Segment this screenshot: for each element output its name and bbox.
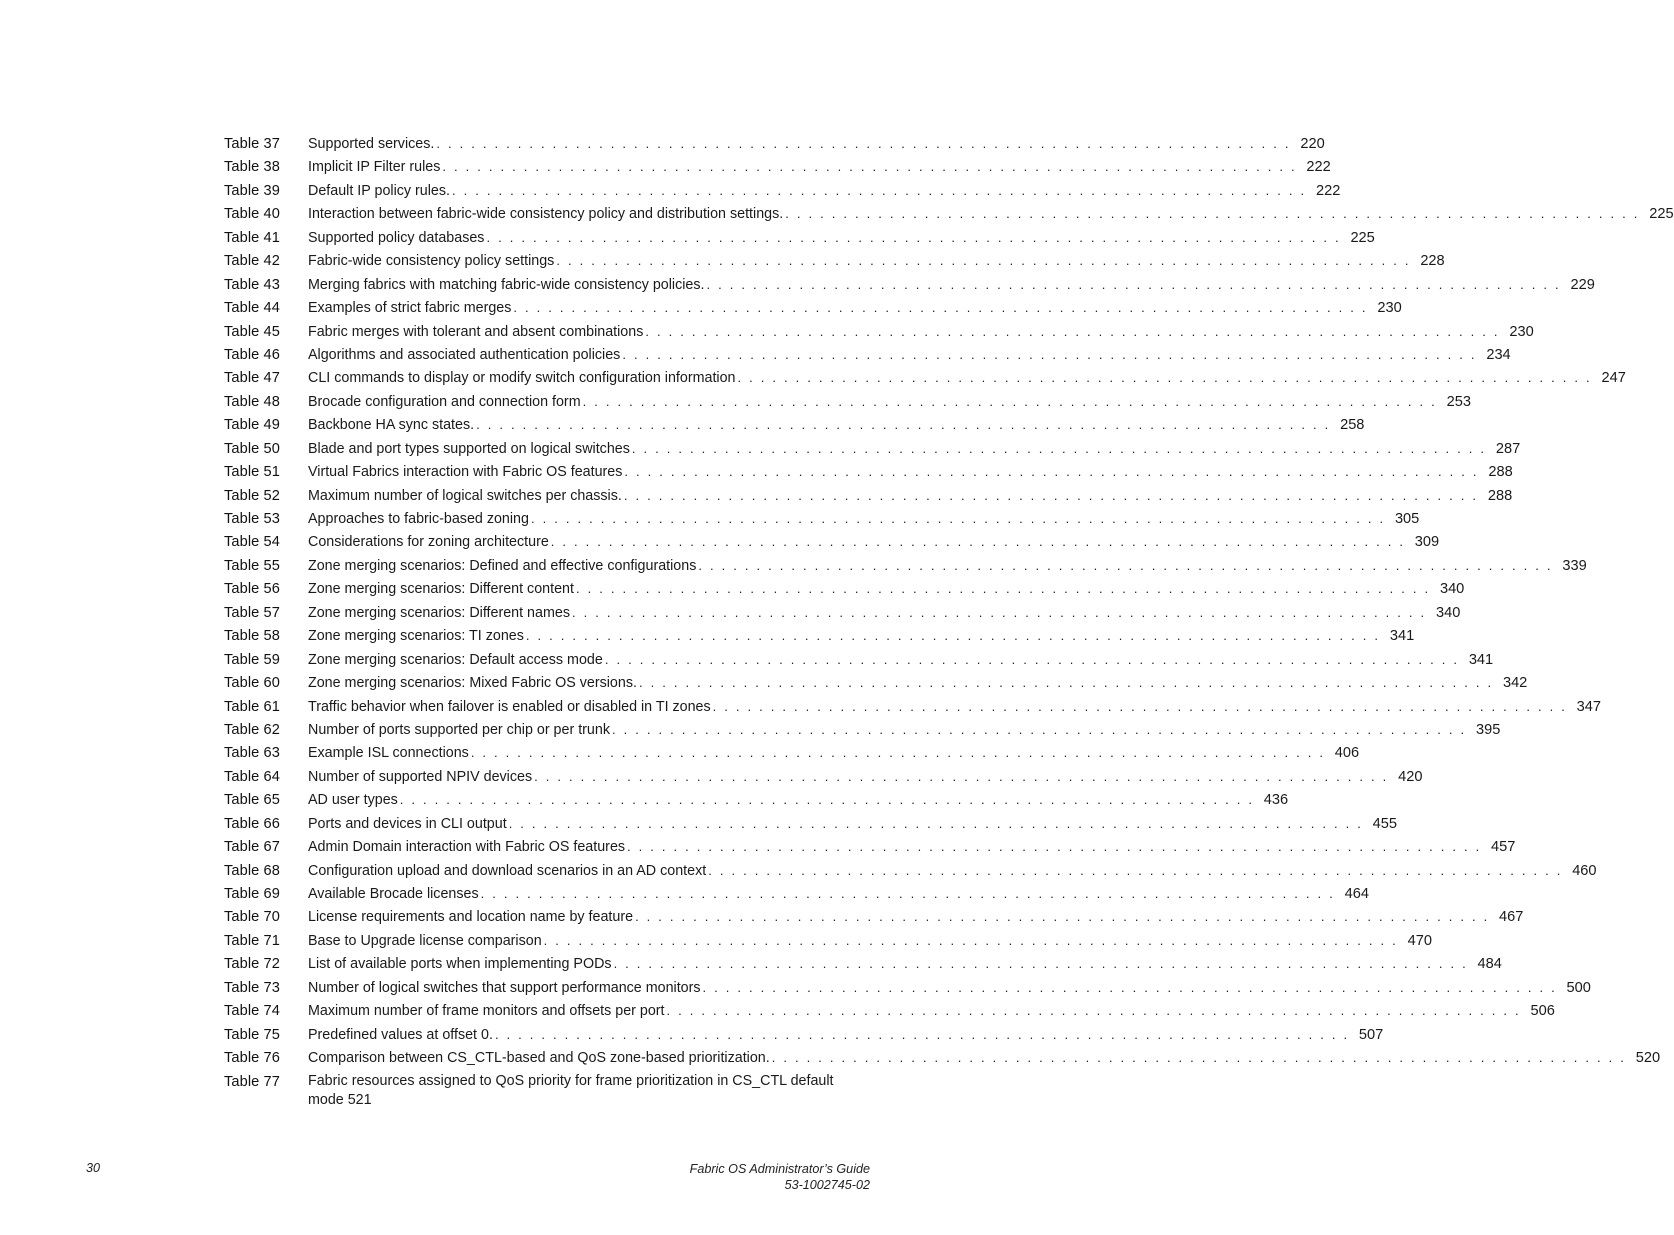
toc-page-number: 309 [1414,534,1440,551]
toc-entry [308,766,1423,788]
toc-entry [308,344,1511,366]
toc-row[interactable] [224,485,1513,508]
dot-leader: . . . . . . . . . . . . . . . . . . . . . . . . . . . . . . . . . . . . . . . . . . . . . . . . . . . . . . . . . . . . . . . . . . . . . . . . . . [666,1003,1521,1019]
toc-table-label: Table 72 [224,956,280,973]
toc-entry [308,860,1597,882]
toc-entry [308,696,1602,718]
toc-page-number: 436 [1263,792,1289,809]
toc-entry-title: Zone merging scenarios: Default access mode [308,651,603,668]
dot-leader: . . . . . . . . . . . . . . . . . . . . . . . . . . . . . . . . . . . . . . . . . . . . . . . . . . . . . . . . . . . . . . . . . . . . . . . . . . [513,300,1368,316]
toc-table-label: Table 39 [224,182,280,199]
toc-page-number: 339 [1562,557,1587,574]
toc-table-label: Table 60 [224,675,280,692]
dot-leader: . . . . . . . . . . . . . . . . . . . . . . . . . . . . . . . . . . . . . . . . . . . . . . . . . . . . . . . . . . . . . . . . . . . . . . . . . . [712,698,1568,714]
toc-entry-title: License requirements and location name by feature [308,909,634,926]
dot-leader: . . . . . . . . . . . . . . . . . . . . . . . . . . . . . . . . . . . . . . . . . . . . . . . . . . . . . . . . . . . . . . . . . . . . . . . . . . [494,1026,1350,1042]
toc-row[interactable] [224,860,1597,883]
toc-page-number: 229 [1570,276,1595,293]
dot-leader: . . . . . . . . . . . . . . . . . . . . . . . . . . . . . . . . . . . . . . . . . . . . . . . . . . . . . . . . . . . . . . . . . . . . . . . . . . [486,229,1341,245]
toc-entry [308,649,1494,671]
toc-entry [308,1024,1384,1046]
toc-page-number: 340 [1435,604,1461,621]
dot-leader: . . . . . . . . . . . . . . . . . . . . . . . . . . . . . . . . . . . . . . . . . . . . . . . . . . . . . . . . . . . . . . . . . . . . . . . . . . [611,721,1467,737]
toc-entry-title: Blade and port types supported on logical switches [308,440,630,457]
dot-leader: . . . . . . . . . . . . . . . . . . . . . . . . . . . . . . . . . . . . . . . . . . . . . . . . . . . . . . . . . . . . . . . . . . . . . . . . . . [451,182,1307,198]
toc-row[interactable] [224,203,1674,226]
toc-row[interactable] [224,508,1420,531]
toc-table-label: Table 70 [224,909,280,926]
toc-table-label: Table 71 [224,932,280,949]
toc-row[interactable] [224,578,1465,601]
toc-entry-title: Admin Domain interaction with Fabric OS features [308,839,626,856]
toc-table-label: Table 62 [224,721,280,738]
toc-table-label: Table 58 [224,628,280,645]
toc-entry-title: Zone merging scenarios: Mixed Fabric OS versions. [308,675,637,692]
toc-entry [308,461,1513,483]
toc-table-label: Table 56 [224,581,280,598]
toc-entry-title: Interaction between fabric-wide consistency policy and distribution settings. [308,206,784,223]
toc-row[interactable] [224,813,1398,836]
toc-row[interactable] [224,227,1375,250]
toc-row[interactable] [224,156,1331,179]
toc-entry-title: Available Brocade licenses [308,886,479,902]
dot-leader: . . . . . . . . . . . . . . . . . . . . . . . . . . . . . . . . . . . . . . . . . . . . . . . . . . . . . . . . . . . . . . . . . . . . . . . . . . [771,1050,1627,1066]
toc-page-number: 347 [1576,698,1602,715]
toc-table-label: Table 59 [224,651,280,668]
toc-entry [308,367,1626,389]
toc-table-label: Table 52 [224,487,280,504]
toc-table-label: Table 38 [224,159,280,176]
toc-entry [308,180,1341,202]
toc-table-label: Table 57 [224,604,280,621]
toc-page-number: 288 [1487,487,1513,504]
toc-entry-title: Configuration upload and download scenarios in an AD context [308,862,707,879]
toc-table-label: Table 48 [224,393,280,410]
toc-entry-title: Supported services. [308,136,435,152]
toc-page-number: 341 [1389,628,1415,645]
dot-leader: . . . . . . . . . . . . . . . . . . . . . . . . . . . . . . . . . . . . . . . . . . . . . . . . . . . . . . . . . . . . . . . . . . . . . . . . . . [543,932,1398,948]
toc-row[interactable] [224,672,1528,695]
toc-entry [308,508,1420,530]
toc-page-number: 225 [1350,229,1375,246]
toc-page-number: 230 [1509,323,1534,340]
toc-entry-title: Fabric merges with tolerant and absent combinations [308,323,644,340]
toc-row[interactable] [224,297,1402,320]
toc-row[interactable] [224,180,1341,203]
toc-entry [308,602,1461,624]
toc-entry [308,906,1524,928]
toc-table-label: Table 67 [224,839,280,856]
toc-table-label: Table 43 [224,276,280,293]
toc-row[interactable] [224,321,1534,344]
toc-page-number: 305 [1394,511,1420,527]
toc-table-label: Table 49 [224,417,280,434]
toc-entry [308,321,1534,343]
toc-entry-title: Zone merging scenarios: Different content [308,581,574,598]
dot-leader: . . . . . . . . . . . . . . . . . . . . . . . . . . . . . . . . . . . . . . . . . . . . . . . . . . . . . . . . . . . . . . . . . . . . . . . . . . [534,768,1389,784]
footer-document-info [690,1161,870,1193]
toc-row[interactable] [224,906,1524,929]
toc-entry [308,438,1521,460]
toc-entry-title: Number of ports supported per chip or per trunk [308,721,610,738]
page-number: 30 [86,1161,101,1175]
toc-entry-title: Examples of strict fabric merges [308,300,512,317]
toc-entry [308,1047,1661,1069]
toc-page-number: 228 [1420,253,1445,270]
dot-leader: . . . . . . . . . . . . . . . . . . . . . . . . . . . . . . . . . . . . . . . . . . . . . . . . . . . . . . . . . . . . . . . . . . . . . . . . . . [442,159,1297,175]
toc-row[interactable] [224,344,1511,367]
dot-leader: . . . . . . . . . . . . . . . . . . . . . . . . . . . . . . . . . . . . . . . . . . . . . . . . . . . . . . . . . . . . . . . . . . . . . . . . . . [624,464,1479,480]
toc-row[interactable] [224,414,1365,437]
toc-entry [308,883,1369,905]
toc-entry-title: Virtual Fabrics interaction with Fabric OS features [308,464,623,481]
toc-entry [308,836,1516,858]
toc-entry-title: Default IP policy rules. [308,182,450,199]
toc-table-label: Table 40 [224,206,280,223]
toc-entry-title: Comparison between CS_CTL-based and QoS zone-based prioritization. [308,1050,770,1067]
toc-entry [308,156,1331,178]
toc-entry [308,274,1595,296]
toc-table-label: Table 68 [224,862,280,879]
toc-page-number: 225 [1649,206,1674,223]
dot-leader: . . . . . . . . . . . . . . . . . . . . . . . . . . . . . . . . . . . . . . . . . . . . . . . . . . . . . . . . . . . . . . . . . . . . . . . . . . [571,604,1427,620]
dot-leader: . . . . . . . . . . . . . . . . . . . . . . . . . . . . . . . . . . . . . . . . . . . . . . . . . . . . . . . . . . . . . . . . . . . . . . . . . . [706,276,1561,292]
toc-page-number: 470 [1407,932,1432,949]
toc-page-number: 457 [1491,839,1516,856]
toc-row[interactable] [224,696,1602,719]
dot-leader: . . . . . . . . . . . . . . . . . . . . . . . . . . . . . . . . . . . . . . . . . . . . . . . . . . . . . . . . . . . . . . . . . . . . . . . . . . [698,557,1553,573]
toc-row[interactable] [224,883,1369,906]
toc-entry-title: Considerations for zoning architecture [308,534,549,551]
toc-row[interactable] [224,133,1325,156]
toc-entry-title: Number of supported NPIV devices [308,768,533,785]
dot-leader: . . . . . . . . . . . . . . . . . . . . . . . . . . . . . . . . . . . . . . . . . . . . . . . . . . . . . . . . . . . . . . . . . . . . . . . . . . [470,745,1326,761]
toc-page-number: 464 [1344,886,1369,902]
toc-page-number: 288 [1488,464,1513,481]
toc-entry-title: Predefined values at offset 0. [308,1026,493,1043]
toc-entry-title: AD user types [308,792,398,809]
dot-leader: . . . . . . . . . . . . . . . . . . . . . . . . . . . . . . . . . . . . . . . . . . . . . . . . . . . . . . . . . . . . . . . . . . . . . . . . . . [604,651,1460,667]
toc-page-number: 342 [1502,675,1528,692]
toc-page-number: 234 [1486,346,1511,363]
toc-row[interactable] [224,438,1521,461]
toc-table-label: Table 45 [224,323,280,340]
toc-entry-title: Maximum number of logical switches per chassis. [308,487,622,504]
toc-entry [308,250,1445,272]
toc-page-number: 220 [1300,136,1325,152]
toc-entry [308,485,1513,507]
toc-row[interactable] [224,391,1471,414]
dot-leader: . . . . . . . . . . . . . . . . . . . . . . . . . . . . . . . . . . . . . . . . . . . . . . . . . . . . . . . . . . . . . . . . . . . . . . . . . . [508,815,1364,831]
toc-row[interactable] [224,836,1516,859]
toc-entry [308,133,1325,155]
toc-row[interactable] [224,555,1587,578]
toc-entry [308,391,1471,413]
dot-leader: . . . . . . . . . . . . . . . . . . . . . . . . . . . . . . . . . . . . . . . . . . . . . . . . . . . . . . . . . . . . . . . . . . . . . . . . . . [436,136,1291,151]
toc-entry-title: Ports and devices in CLI output [308,815,507,832]
toc-entry [308,625,1415,647]
toc-row[interactable] [224,1000,1555,1023]
dot-leader: . . . . . . . . . . . . . . . . . . . . . . . . . . . . . . . . . . . . . . . . . . . . . . . . . . . . . . . . . . . . . . . . . . . . . . . . . . [525,628,1381,644]
toc-page-number: 460 [1572,862,1597,879]
toc-row[interactable] [224,625,1415,648]
toc-row[interactable] [224,274,1595,297]
toc-page-number: 455 [1372,815,1398,832]
toc-entry [308,555,1587,577]
dot-leader: . . . . . . . . . . . . . . . . . . . . . . . . . . . . . . . . . . . . . . . . . . . . . . . . . . . . . . . . . . . . . . . . . . . . . . . . . . [623,487,1479,503]
toc-table-label: Table 54 [224,534,280,551]
toc-entry-title: Base to Upgrade license comparison [308,932,542,949]
dot-leader: . . . . . . . . . . . . . . . . . . . . . . . . . . . . . . . . . . . . . . . . . . . . . . . . . . . . . . . . . . . . . . . . . . . . . . . . . . [530,511,1386,526]
dot-leader: . . . . . . . . . . . . . . . . . . . . . . . . . . . . . . . . . . . . . . . . . . . . . . . . . . . . . . . . . . . . . . . . . . . . . . . . . . [476,417,1331,433]
toc-entry-title: Traffic behavior when failover is enabled or disabled in TI zones [308,698,711,715]
toc-table-label: Table 65 [224,792,280,809]
toc-page-number: 406 [1334,745,1360,762]
toc-entry-title: Approaches to fabric-based zoning [308,511,529,527]
dot-leader: . . . . . . . . . . . . . . . . . . . . . . . . . . . . . . . . . . . . . . . . . . . . . . . . . . . . . . . . . . . . . . . . . . . . . . . . . . [708,862,1563,878]
toc-table-label: Table 42 [224,253,280,270]
toc-row[interactable] [224,461,1513,484]
toc-table-label: Table 46 [224,346,280,363]
dot-leader: . . . . . . . . . . . . . . . . . . . . . . . . . . . . . . . . . . . . . . . . . . . . . . . . . . . . . . . . . . . . . . . . . . . . . . . . . . [550,534,1406,550]
toc-table-label: Table 37 [224,136,280,152]
toc-row[interactable] [224,742,1360,765]
toc-page-number: 287 [1495,440,1521,457]
toc-entry [308,578,1465,600]
toc-table-label: Table 69 [224,886,280,902]
toc-entry-title: Supported policy databases [308,229,485,246]
toc-entry [308,930,1432,952]
toc-entry [308,531,1440,553]
toc-table-label: Table 61 [224,698,280,715]
toc-entry-title: Zone merging scenarios: Different names [308,604,570,621]
toc-entry-title: Number of logical switches that support performance monitors [308,979,701,996]
toc-page-number: 253 [1446,393,1471,410]
toc-entry-title: Example ISL connections [308,745,469,762]
dot-leader: . . . . . . . . . . . . . . . . . . . . . . . . . . . . . . . . . . . . . . . . . . . . . . . . . . . . . . . . . . . . . . . . . . . . . . . . . . [785,206,1640,222]
toc-page-number: 222 [1315,182,1341,199]
dot-leader: . . . . . . . . . . . . . . . . . . . . . . . . . . . . . . . . . . . . . . . . . . . . . . . . . . . . . . . . . . . . . . . . . . . . . . . . . . [627,839,1482,855]
toc-entry [308,789,1289,811]
table-of-contents-list [224,133,1674,1117]
toc-row[interactable] [224,531,1440,554]
toc-row[interactable] [224,953,1502,976]
toc-entry [308,742,1360,764]
toc-table-label: Table 66 [224,815,280,832]
dot-leader: . . . . . . . . . . . . . . . . . . . . . . . . . . . . . . . . . . . . . . . . . . . . . . . . . . . . . . . . . . . . . . . . . . . . . . . . . . [556,253,1411,269]
toc-page-number: 247 [1601,370,1626,387]
toc-entry-title: Maximum number of frame monitors and offsets per port [308,1003,665,1020]
toc-row[interactable] [224,1024,1384,1047]
dot-leader: . . . . . . . . . . . . . . . . . . . . . . . . . . . . . . . . . . . . . . . . . . . . . . . . . . . . . . . . . . . . . . . . . . . . . . . . . . [622,346,1477,362]
toc-row[interactable] [224,1071,846,1117]
toc-entry-title: Merging fabrics with matching fabric-wide consistency policies. [308,276,705,293]
dot-leader: . . . . . . . . . . . . . . . . . . . . . . . . . . . . . . . . . . . . . . . . . . . . . . . . . . . . . . . . . . . . . . . . . . . . . . . . . . [631,440,1487,456]
toc-table-label: Table 41 [224,229,280,246]
toc-table-label: Table 75 [224,1026,280,1043]
toc-row[interactable] [224,1047,1661,1070]
toc-page-number: 340 [1439,581,1465,598]
dot-leader: . . . . . . . . . . . . . . . . . . . . . . . . . . . . . . . . . . . . . . . . . . . . . . . . . . . . . . . . . . . . . . . . . . . . . . . . . . [582,393,1437,409]
toc-table-label: Table 73 [224,979,280,996]
toc-page-number: 520 [1635,1050,1661,1067]
dot-leader: . . . . . . . . . . . . . . . . . . . . . . . . . . . . . . . . . . . . . . . . . . . . . . . . . . . . . . . . . . . . . . . . . . . . . . . . . . [575,581,1431,597]
toc-table-label: Table 76 [224,1050,280,1067]
toc-entry [308,953,1502,975]
toc-entry [308,719,1501,741]
toc-entry [308,203,1674,225]
toc-page-number: 420 [1398,768,1423,785]
dot-leader: . . . . . . . . . . . . . . . . . . . . . . . . . . . . . . . . . . . . . . . . . . . . . . . . . . . . . . . . . . . . . . . . . . . . . . . . . . [638,675,1494,691]
toc-page-number: 395 [1475,721,1501,738]
toc-table-label: Table 51 [224,464,280,481]
toc-page-number: 230 [1377,300,1402,317]
toc-table-label: Table 63 [224,745,280,762]
toc-entry [308,977,1591,999]
toc-page-number: 506 [1530,1003,1555,1020]
dot-leader: . . . . . . . . . . . . . . . . . . . . . . . . . . . . . . . . . . . . . . . . . . . . . . . . . . . . . . . . . . . . . . . . . . . . . . . . . . [645,323,1500,339]
toc-entry-title: Implicit IP Filter rules [308,159,441,176]
dot-leader: . . . . . . . . . . . . . . . . . . . . . . . . . . . . . . . . . . . . . . . . . . . . . . . . . . . . . . . . . . . . . . . . . . . . . . . . . . [399,792,1255,808]
toc-table-label: Table 53 [224,511,280,527]
toc-row[interactable] [224,250,1445,273]
toc-entry-title: Brocade configuration and connection form [308,393,581,410]
toc-table-label: Table 44 [224,300,280,317]
toc-entry-title: Zone merging scenarios: TI zones [308,628,524,645]
document-number: 53-1002745-02 [784,1178,870,1192]
toc-page-number: 258 [1340,417,1365,434]
toc-row[interactable] [224,649,1494,672]
toc-page-number: 484 [1477,956,1502,973]
toc-table-label: Table 64 [224,768,280,785]
dot-leader: . . . . . . . . . . . . . . . . . . . . . . . . . . . . . . . . . . . . . . . . . . . . . . . . . . . . . . . . . . . . . . . . . . . . . . . . . . [702,979,1557,995]
dot-leader: . . . . . . . . . . . . . . . . . . . . . . . . . . . . . . . . . . . . . . . . . . . . . . . . . . . . . . . . . . . . . . . . . . . . . . . . . . [737,370,1592,386]
book-title: Fabric OS Administrator’s Guide [689,1162,870,1176]
toc-entry-title: Fabric-wide consistency policy settings [308,253,555,270]
toc-entry [308,1072,848,1110]
toc-entry-title: List of available ports when implementing PODs [308,956,612,973]
toc-row[interactable] [224,602,1461,625]
toc-entry [308,813,1398,835]
toc-entry [308,297,1402,319]
toc-row[interactable] [224,930,1432,953]
toc-entry-title: CLI commands to display or modify switch configuration information [308,370,736,387]
toc-entry-title: Fabric resources assigned to QoS priority for frame prioritization in CS_CTL default mode 521 [308,1072,834,1108]
toc-table-label: Table 74 [224,1003,280,1020]
toc-page-number: 507 [1358,1026,1384,1043]
toc-row[interactable] [224,719,1501,742]
dot-leader: . . . . . . . . . . . . . . . . . . . . . . . . . . . . . . . . . . . . . . . . . . . . . . . . . . . . . . . . . . . . . . . . . . . . . . . . . . [613,956,1468,972]
toc-entry [308,672,1528,694]
dot-leader: . . . . . . . . . . . . . . . . . . . . . . . . . . . . . . . . . . . . . . . . . . . . . . . . . . . . . . . . . . . . . . . . . . . . . . . . . . [480,886,1335,901]
toc-entry-title: Algorithms and associated authentication policies [308,346,621,363]
toc-page-number: 222 [1306,159,1331,176]
toc-table-label: Table 77 [224,1073,280,1090]
toc-entry [308,1000,1555,1022]
toc-table-label: Table 55 [224,557,280,574]
toc-entry-title: Zone merging scenarios: Defined and effective configurations [308,557,697,574]
toc-entry-title: Backbone HA sync states. [308,417,475,434]
toc-entry [308,414,1365,436]
toc-row[interactable] [224,766,1423,789]
dot-leader: . . . . . . . . . . . . . . . . . . . . . . . . . . . . . . . . . . . . . . . . . . . . . . . . . . . . . . . . . . . . . . . . . . . . . . . . . . [635,909,1490,925]
toc-table-label: Table 47 [224,370,280,387]
toc-entry [308,227,1375,249]
toc-row[interactable] [224,977,1591,1000]
toc-row[interactable] [224,789,1289,812]
toc-table-label: Table 50 [224,440,280,457]
toc-page-number: 500 [1566,979,1591,996]
toc-page-number: 467 [1499,909,1524,926]
toc-row[interactable] [224,367,1626,390]
toc-page-number: 341 [1468,651,1494,668]
